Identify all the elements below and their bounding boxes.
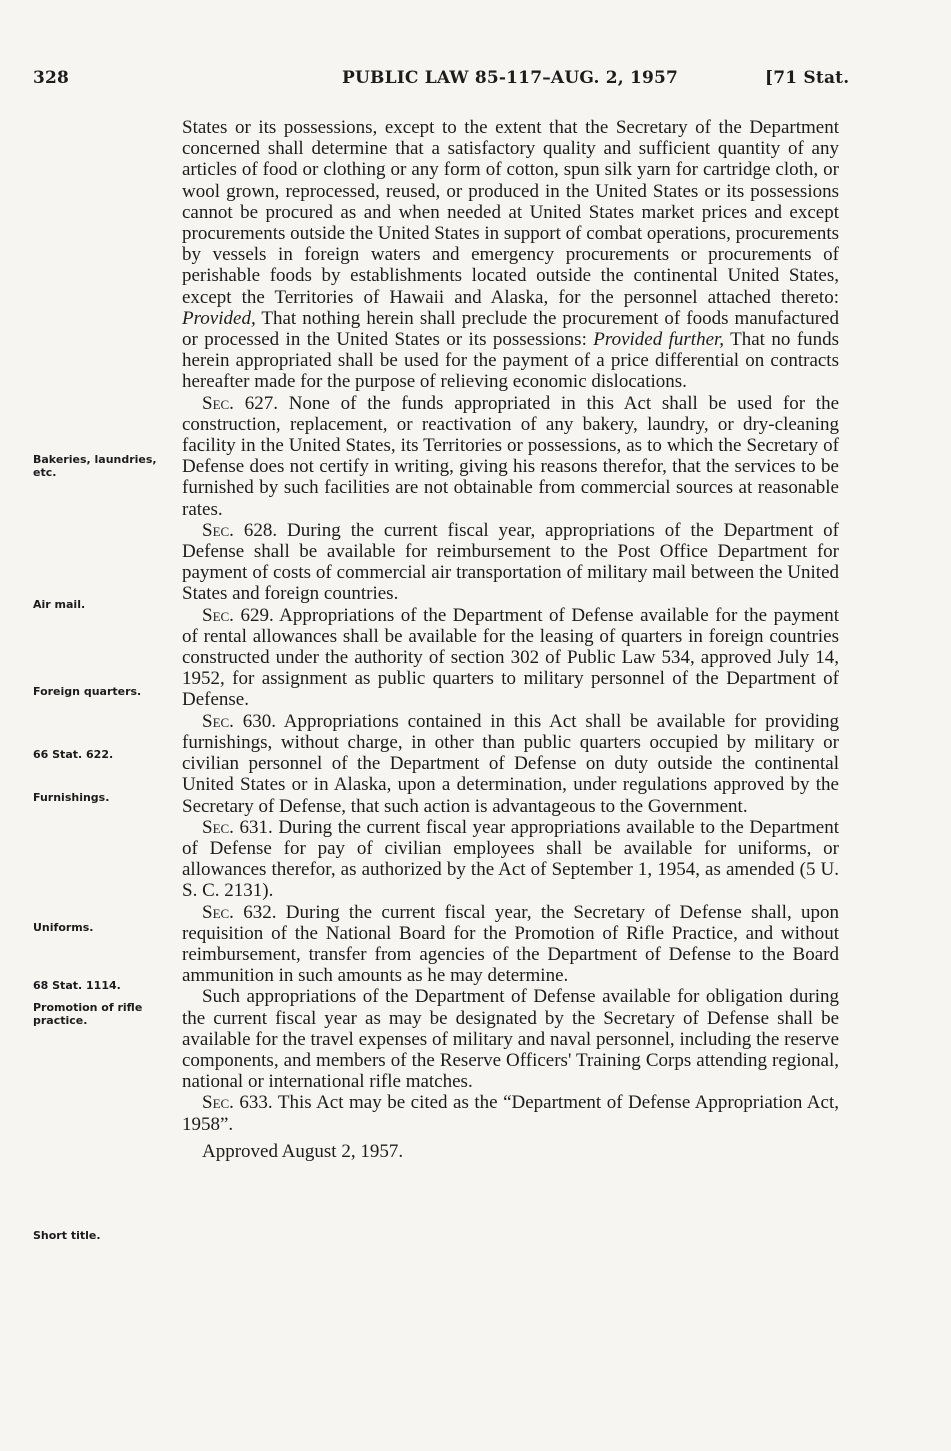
section-632-continued: Such appropriations of the Department of Defense available for obligation during the current fiscal year as may be designated by the Secretary of Defense shall be available for the travel expenses of military and naval personnel, including the reserve components, and members of the Reserve Officers' Training Corps attending regional, national or international rifle matches. [182, 986, 839, 1093]
section-label: Sec. 629. [202, 604, 274, 626]
section-label: Sec. 628. [202, 519, 278, 541]
section-label: Sec. 627. [202, 392, 278, 414]
page-number: 328 [33, 68, 70, 88]
statute-volume: [71 Stat. [765, 68, 850, 88]
section-630: Sec. 630. Appropriations contained in this Act shall be available for providing furnishings, without charge, in other than public quarters occupied by military or civilian personnel of the Department of Defense on duty outside the continental United States or in Alaska, upon a determination, under regulations approved by the Secretary of Defense, that such action is advantageous to the Government. [182, 710, 840, 817]
margin-note-foreign-quarters: Foreign quarters. [33, 685, 142, 698]
proviso: Provided, [182, 307, 256, 329]
section-label: Sec. 631. [202, 816, 273, 838]
margin-note-66-stat-622: 66 Stat. 622. [33, 748, 114, 761]
margin-note-furnishings: Furnishings. [33, 791, 110, 804]
margin-note-bakeries: Bakeries, laundries, etc. [33, 453, 157, 479]
approval-date: Approved August 2, 1957. [202, 1140, 404, 1162]
margin-note-uniforms: Uniforms. [33, 921, 94, 934]
paragraph-continuation: States or its possessions, except to the extent that the Secretary of the Department concerned shall determine that a satisfactory quality and sufficient quantity of any articles of food or clothing or any form of cotton, spun silk yarn for cartridge cloth, or wool grown, reprocessed, reused, or produced in the United States or its possessions cannot be procured as and when needed at United States market prices and except procurements outside the United States in support of combat operations, procurements by vessels in foreign waters and emergency procurements or procurements of perishable foods by establishments located outside the continental United States, except the Territories of Hawaii and Alaska, for the personnel attached thereto: Provided, That nothing herein shall preclude the procurement of foods manufactured or processed in the United States or its possessions: Provided further, That no funds herein appropriated shall be used for the payment of a price differential on contracts hereafter made for the purpose of relieving economic dislocations. [182, 117, 839, 393]
running-header: PUBLIC LAW 85-117–AUG. 2, 1957 [342, 68, 679, 88]
section-628: Sec. 628. During the current fiscal year, appropriations of the Department of Defense shall be available for reimbursement to the Post Office Department for payment of costs of commercial air transportation of military mail between the United States and foreign countries. [182, 519, 840, 605]
section-label: Sec. 630. [202, 710, 276, 732]
section-631: Sec. 631. During the current fiscal year appropriations available to the Department of Defense for pay of civilian employees shall be available for uniforms, or allowances therefor, as authorized by the Act of September 1, 1954, as amended (5 U. S. C. 2131). [182, 816, 840, 902]
margin-note-short-title: Short title. [33, 1229, 101, 1242]
margin-note-air-mail: Air mail. [33, 598, 86, 611]
margin-note-68-stat-1114: 68 Stat. 1114. [33, 979, 121, 992]
section-629: Sec. 629. Appropriations of the Department of Defense available for the payment of rental allowances shall be available for the leasing of quarters in foreign countries constructed under the authority of section 302 of Public Law 534, approved July 14, 1952, for assignment as public quarters to military personnel of the Department of Defense. [182, 604, 839, 711]
section-632: Sec. 632. During the current fiscal year, the Secretary of Defense shall, upon requisition of the National Board for the Promotion of Rifle Practice, and without reimbursement, transfer from agencies of the Department of Defense to the Board ammunition in such amounts as he may determine. [182, 901, 839, 987]
section-label: Sec. 633. [202, 1092, 273, 1114]
section-627: Sec. 627. None of the funds appropriated in this Act shall be used for the construction, replacement, or reactivation of any bakery, laundry, or dry-cleaning facility in the United States, its Territories or possessions, as to which the Secretary of Defense does not certify in writing, giving his reasons therefor, that the services to be furnished by such facilities are not obtainable from commercial sources at reasonable rates. [182, 392, 840, 520]
margin-note-rifle-practice: Promotion of rifle practice. [33, 1001, 143, 1027]
proviso-further: Provided further, [593, 329, 725, 351]
section-633: Sec. 633. This Act may be cited as the “Department of Defense Appropriation Act, 1958”. [182, 1092, 839, 1135]
section-label: Sec. 632. [202, 901, 277, 923]
body-text [182, 117, 839, 1162]
